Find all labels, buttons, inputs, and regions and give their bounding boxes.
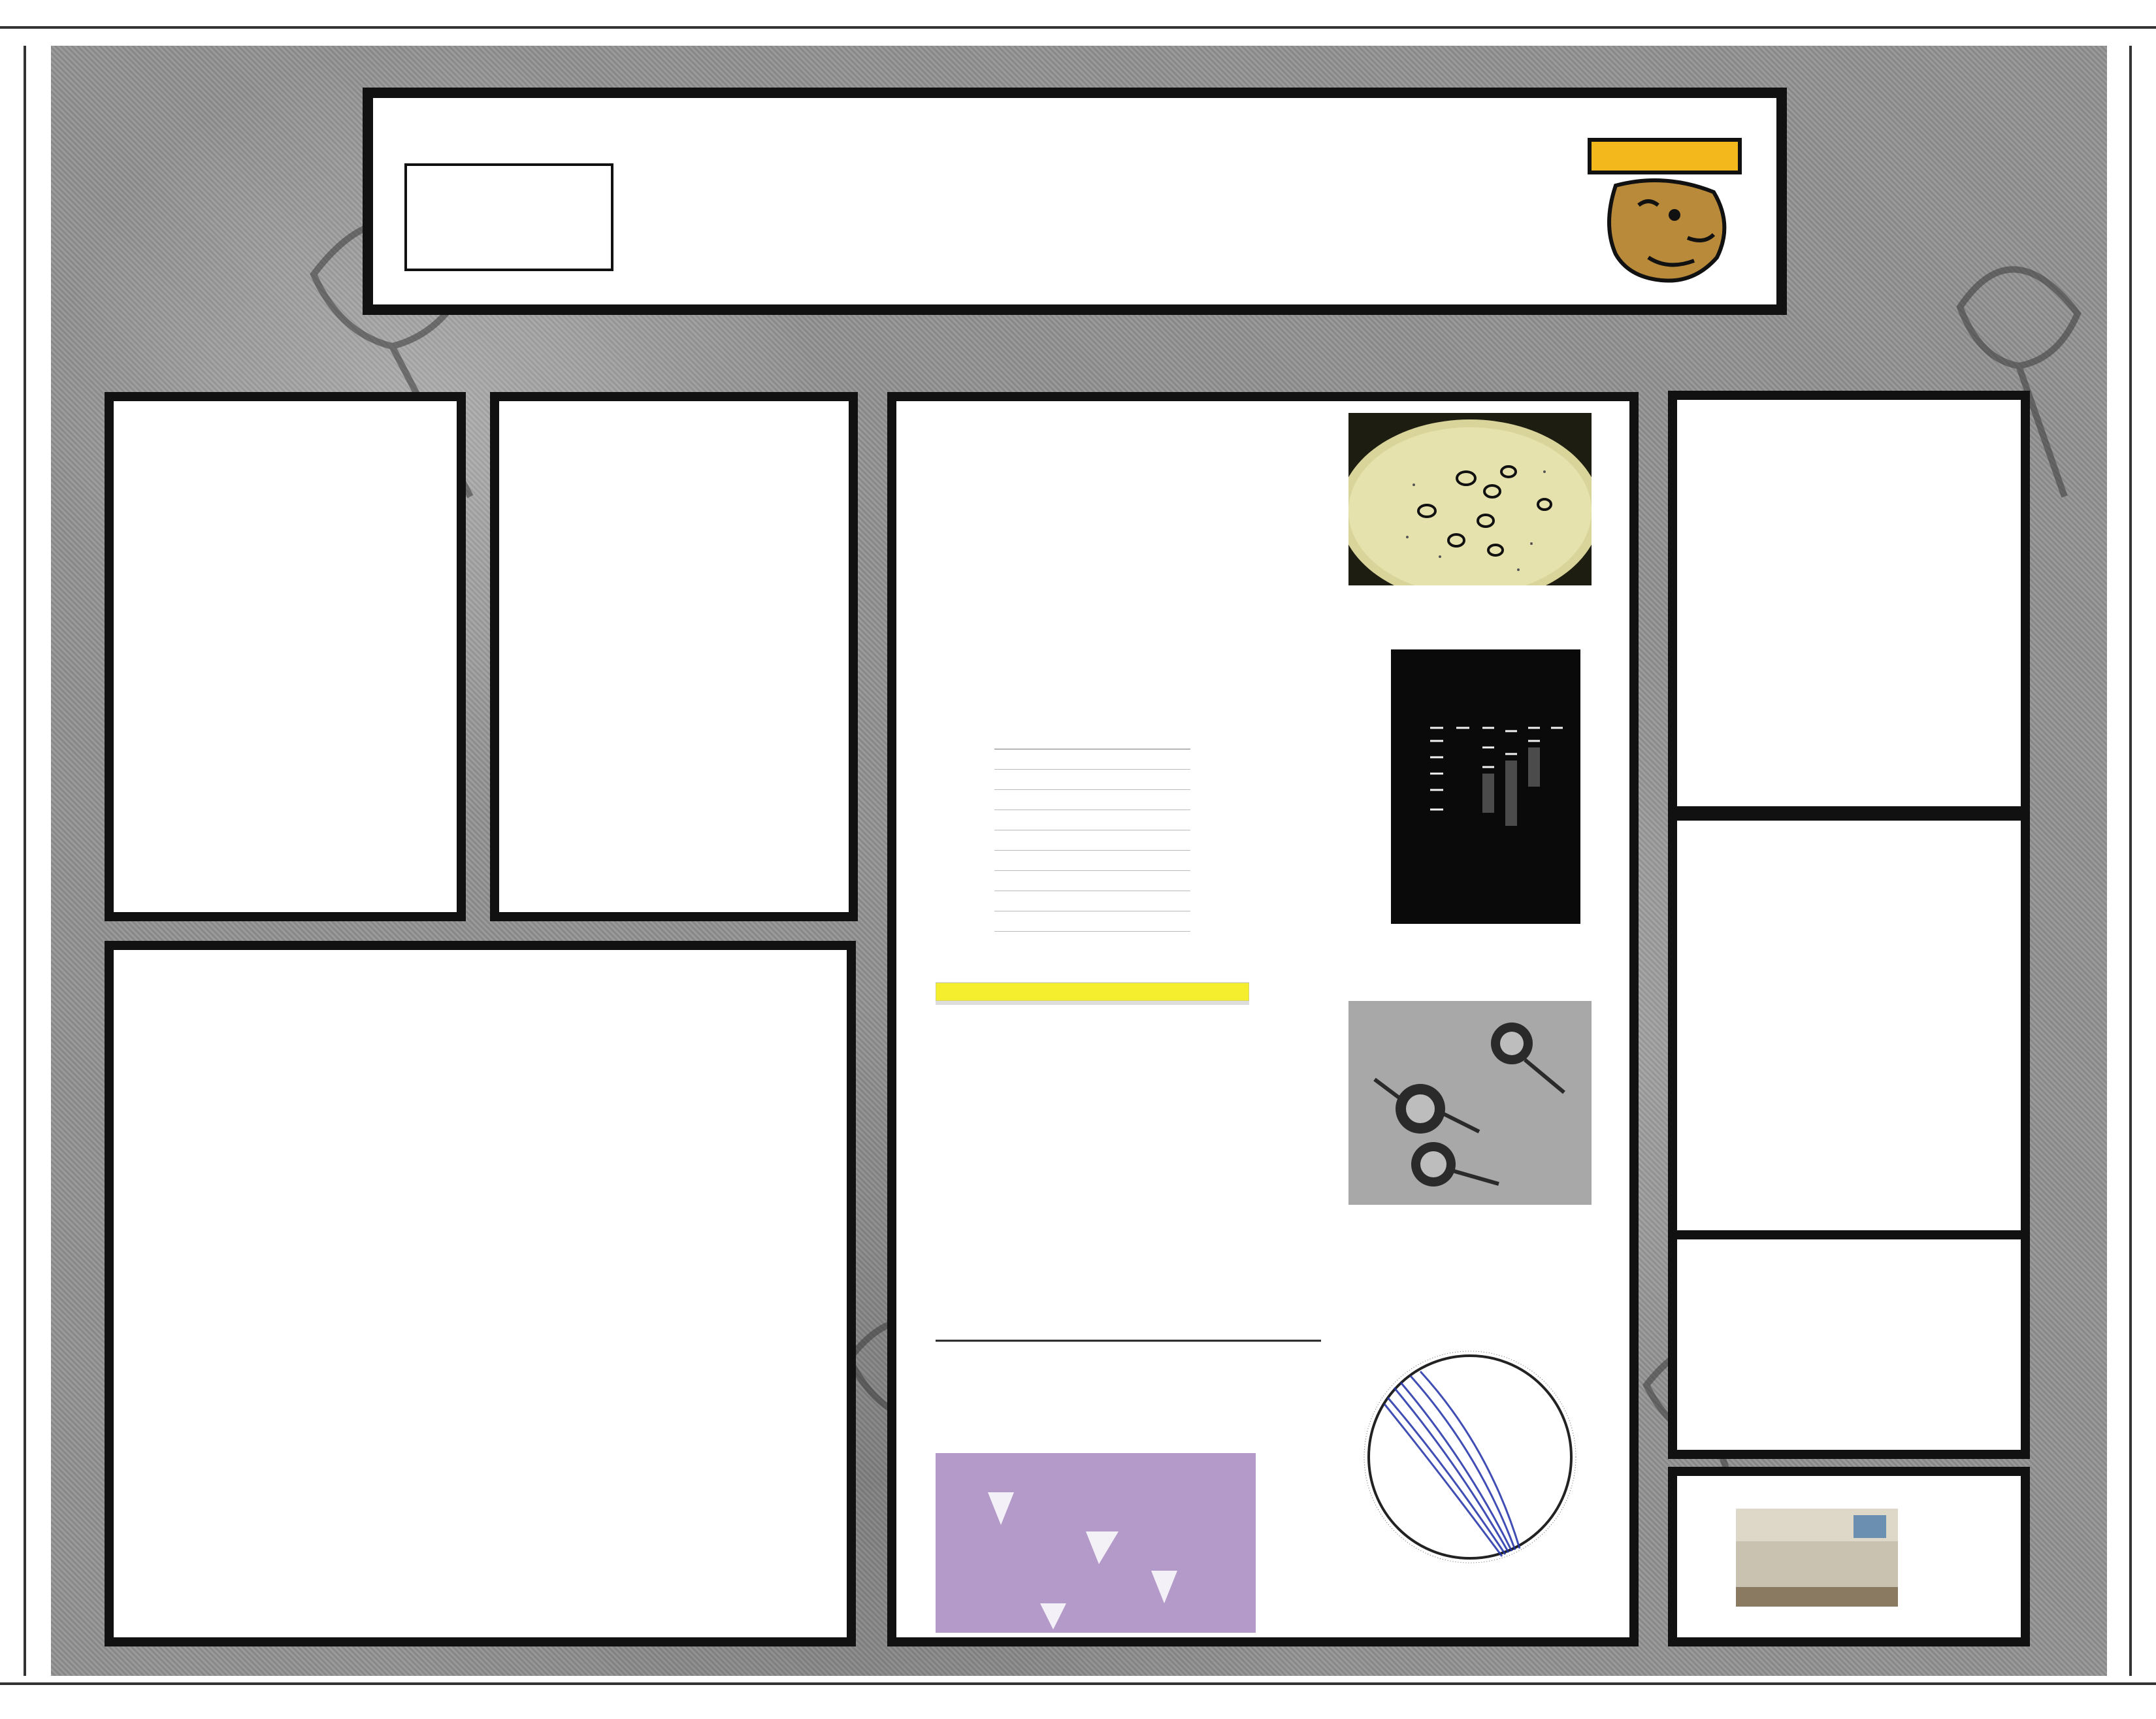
table-row	[994, 830, 1190, 851]
table-cell	[1125, 911, 1190, 932]
genome-ruler	[0, 26, 2156, 29]
drazdys-genome-map	[936, 1309, 1321, 1381]
group-photo-panel	[1668, 1467, 2030, 1646]
genome-ruler	[0, 1682, 2156, 1685]
genome-ruler	[24, 46, 26, 1676]
table-row	[994, 911, 1190, 932]
group-photo	[1736, 1509, 1898, 1607]
table-header	[994, 741, 1125, 749]
gene-boxes-top	[0, 0, 2156, 46]
plaque-plate-image	[1348, 413, 1592, 585]
abstract-panel	[105, 392, 466, 921]
table-cell	[1125, 810, 1190, 830]
table-cell	[1125, 891, 1190, 911]
introduction-panel	[490, 392, 858, 921]
table-cell	[1125, 871, 1190, 891]
table-cell	[994, 911, 1125, 932]
citations-panel	[1668, 811, 2030, 1239]
hhmi-logo	[404, 163, 613, 271]
table-cell	[994, 891, 1125, 911]
acknowledgements-panel	[1668, 1230, 2030, 1459]
table-cell	[994, 749, 1125, 770]
genome-map-strip-bottom	[0, 1676, 2156, 1719]
table-header	[1125, 741, 1190, 749]
table-row	[994, 851, 1190, 871]
results-panel	[887, 392, 1639, 1646]
table-row	[994, 749, 1190, 770]
results-text-block	[908, 446, 1300, 459]
table-row	[994, 810, 1190, 830]
table-cell	[1125, 830, 1190, 851]
table-cell	[994, 830, 1125, 851]
table-cell	[994, 770, 1125, 790]
table-cell	[994, 810, 1125, 830]
phamerator-comparison-map	[936, 1453, 1256, 1633]
poster-header	[363, 88, 1787, 315]
electron-micrograph-image	[1348, 1001, 1592, 1205]
conclusions-panel	[1668, 391, 2030, 815]
table-cell	[1125, 770, 1190, 790]
table-cell	[1125, 749, 1190, 770]
genome-map-strip-left	[0, 46, 51, 1676]
table-cell	[994, 871, 1125, 891]
gel-electrophoresis-image	[1391, 649, 1580, 924]
umbc-retriever-logo	[1576, 127, 1753, 297]
genome-map-strip-right	[2107, 46, 2156, 1676]
table-row	[994, 891, 1190, 911]
genome-ruler	[2129, 46, 2132, 1676]
table-cell	[994, 790, 1125, 810]
methods-panel	[105, 941, 856, 1646]
gbrowse-gene-map	[936, 981, 1249, 1243]
table-cell	[1125, 851, 1190, 871]
table-cell	[1125, 790, 1190, 810]
gene-function-table	[994, 741, 1190, 932]
table-row	[994, 770, 1190, 790]
pham-circle-diagram	[1348, 1335, 1592, 1579]
table-row	[994, 871, 1190, 891]
genome-map-strip-top	[0, 0, 2156, 46]
table-row	[994, 790, 1190, 810]
table-cell	[994, 851, 1125, 871]
